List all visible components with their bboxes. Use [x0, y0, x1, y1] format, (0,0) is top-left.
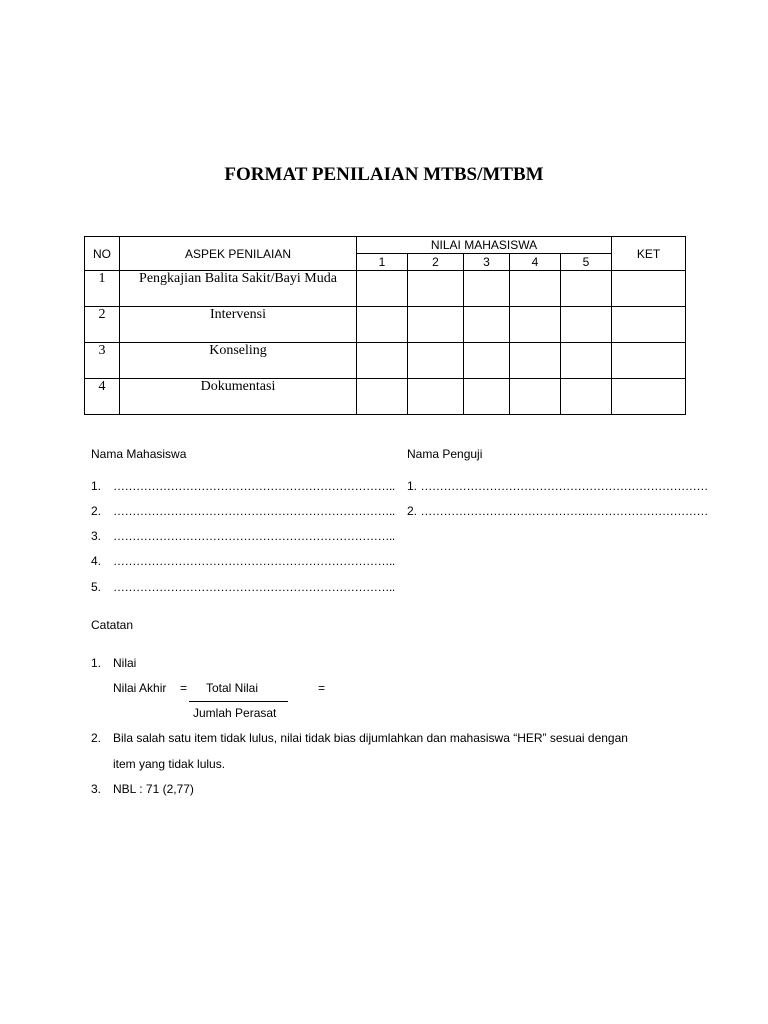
mahasiswa-item-number: 1.	[91, 479, 102, 493]
mahasiswa-blank-line[interactable]: ………………………………………………………………..	[113, 529, 395, 543]
score-cell[interactable]	[464, 271, 510, 307]
score-cell[interactable]	[561, 379, 612, 415]
catatan-item-number: 1.	[91, 656, 102, 670]
ket-cell[interactable]	[612, 379, 686, 415]
score-header: 3	[464, 254, 510, 271]
score-cell[interactable]	[357, 379, 408, 415]
catatan-label: Catatan	[91, 618, 134, 632]
catatan-item-number: 2.	[91, 731, 102, 745]
formula-numerator: Total Nilai	[206, 681, 259, 695]
penguji-item	[407, 504, 708, 518]
mahasiswa-blank-line[interactable]: ………………………………………………………………..	[113, 479, 395, 493]
header-no: NO	[85, 237, 120, 271]
header-aspek: ASPEK PENILAIAN	[120, 237, 357, 271]
score-cell[interactable]	[357, 343, 408, 379]
score-cell[interactable]	[561, 271, 612, 307]
score-cell[interactable]	[561, 343, 612, 379]
mahasiswa-blank-line[interactable]: ………………………………………………………………..	[113, 580, 395, 594]
mahasiswa-item	[91, 479, 395, 493]
formula-equals: =	[180, 681, 188, 695]
formula-result-equals: =	[318, 681, 326, 695]
catatan-item-text: NBL : 71 (2,77)	[113, 782, 194, 796]
score-cell[interactable]	[510, 307, 561, 343]
score-cell[interactable]	[357, 271, 408, 307]
table-row	[85, 379, 686, 415]
score-cell[interactable]	[561, 307, 612, 343]
assessment-table	[84, 236, 686, 415]
score-cell[interactable]	[464, 343, 510, 379]
penguji-item-number: 2.	[407, 504, 418, 518]
row-number: 3	[85, 343, 120, 379]
ket-cell[interactable]	[612, 307, 686, 343]
formula-lhs: Nilai Akhir	[113, 681, 167, 695]
row-number: 2	[85, 307, 120, 343]
catatan-item-text: Bila salah satu item tidak lulus, nilai tidak bias dijumlahkan dan mahasiswa “HER” sesuai dengan	[113, 731, 628, 745]
mahasiswa-blank-line[interactable]: ………………………………………………………………..	[113, 504, 395, 518]
score-cell[interactable]	[510, 379, 561, 415]
row-number: 4	[85, 379, 120, 415]
score-cell[interactable]	[464, 379, 510, 415]
mahasiswa-item	[91, 529, 395, 543]
mahasiswa-label: Nama Mahasiswa	[91, 447, 187, 461]
score-cell[interactable]	[408, 379, 464, 415]
catatan-item-1	[91, 656, 136, 670]
fraction-bar	[189, 701, 288, 702]
formula-denominator: Jumlah Perasat	[193, 706, 277, 720]
score-cell[interactable]	[510, 271, 561, 307]
score-header: 1	[357, 254, 408, 271]
mahasiswa-item	[91, 580, 395, 594]
penguji-label: Nama Penguji	[407, 447, 483, 461]
score-header: 5	[561, 254, 612, 271]
penguji-item-number: 1.	[407, 479, 418, 493]
row-aspek: Konseling	[120, 343, 357, 379]
score-cell[interactable]	[510, 343, 561, 379]
row-number: 1	[85, 271, 120, 307]
penguji-blank-line[interactable]: …………………………………………………………………	[420, 504, 708, 518]
catatan-item-3	[91, 782, 194, 796]
catatan-item-number: 3.	[91, 782, 102, 796]
page-title: FORMAT PENILAIAN MTBS/MTBM	[224, 164, 544, 185]
catatan-item-2-continuation: item yang tidak lulus.	[113, 757, 226, 771]
table-row	[85, 307, 686, 343]
mahasiswa-item-number: 2.	[91, 504, 102, 518]
score-cell[interactable]	[408, 343, 464, 379]
header-ket: KET	[612, 237, 686, 271]
mahasiswa-item	[91, 554, 395, 568]
ket-cell[interactable]	[612, 271, 686, 307]
mahasiswa-item-number: 3.	[91, 529, 102, 543]
score-cell[interactable]	[464, 307, 510, 343]
score-cell[interactable]	[408, 307, 464, 343]
catatan-item-2	[91, 731, 628, 745]
mahasiswa-blank-line[interactable]: ………………………………………………………………..	[113, 554, 395, 568]
score-cell[interactable]	[357, 307, 408, 343]
row-aspek: Intervensi	[120, 307, 357, 343]
score-cell[interactable]	[408, 271, 464, 307]
mahasiswa-item	[91, 504, 395, 518]
ket-cell[interactable]	[612, 343, 686, 379]
row-aspek: Pengkajian Balita Sakit/Bayi Muda	[120, 271, 357, 307]
penguji-item	[407, 479, 708, 493]
catatan-item-text: Nilai	[113, 656, 137, 670]
score-header: 2	[408, 254, 464, 271]
table-row	[85, 271, 686, 307]
mahasiswa-item-number: 4.	[91, 554, 102, 568]
score-header: 4	[510, 254, 561, 271]
header-nilai: NILAI MAHASISWA	[357, 237, 612, 254]
mahasiswa-item-number: 5.	[91, 580, 102, 594]
penguji-blank-line[interactable]: …………………………………………………………………	[420, 479, 708, 493]
row-aspek: Dokumentasi	[120, 379, 357, 415]
table-row	[85, 343, 686, 379]
